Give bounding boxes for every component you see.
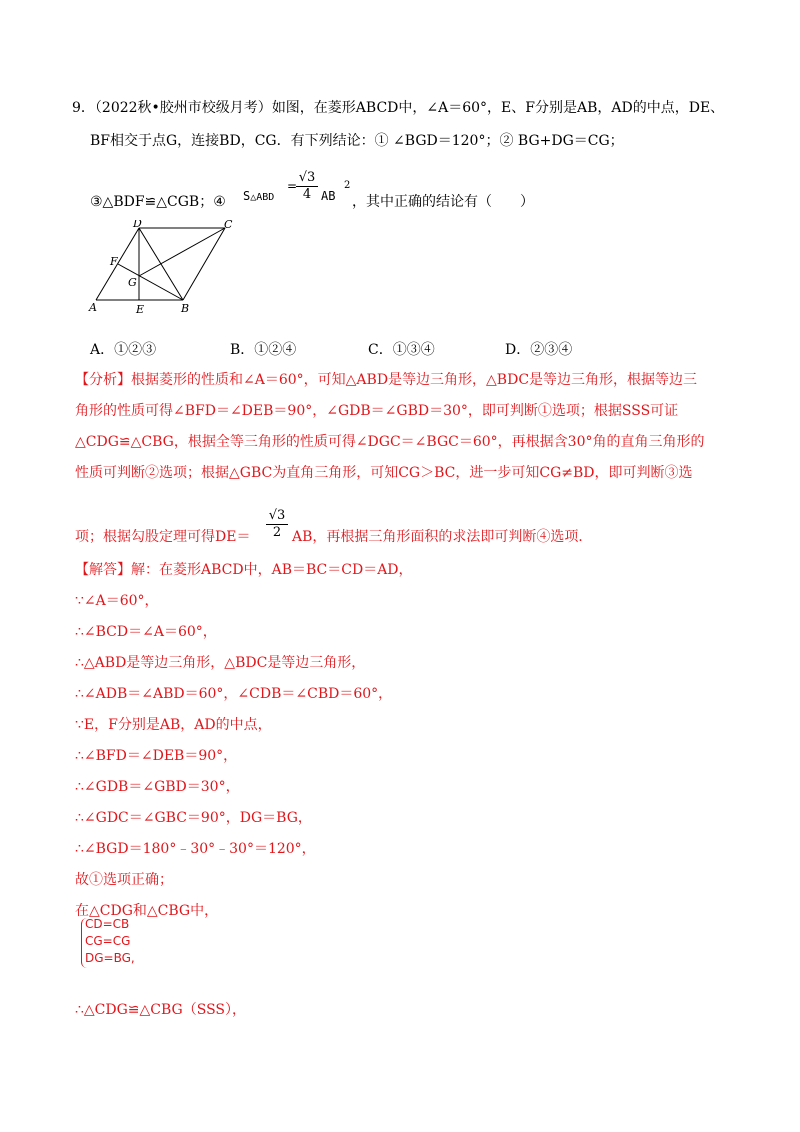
question-source: （2022秋•胶州市校级月考）: [94, 100, 272, 116]
analysis-frac-num: √3: [268, 508, 286, 523]
label-g: G: [128, 276, 137, 289]
option-d-letter: D．: [505, 342, 531, 358]
analysis-frac-den: 2: [266, 524, 288, 541]
analysis-line-5b: AB，再根据三角形面积的求法即可判断④选项．: [292, 529, 593, 545]
solution-line-3: ∴∠BCD＝∠A＝60°，: [75, 624, 217, 640]
question-line-2: BF相交于点G，连接BD，CG．有下列结论：① ∠BGD＝120°；② BG+DG＝CG；: [90, 133, 624, 149]
solution-line-8: ∴∠GDB＝∠GBD＝30°，: [75, 779, 240, 795]
equation-system: [85, 916, 135, 967]
option-a-letter: A．: [90, 342, 115, 358]
formula-ab: AB: [321, 189, 336, 203]
label-b: B: [181, 302, 190, 315]
solution-line-5: ∴∠ADB＝∠ABD＝60°，∠CDB＝∠CBD＝60°，: [75, 686, 393, 702]
solution-line-13: ∴△CDG≌△CBG（SSS），: [75, 1002, 247, 1018]
option-d[interactable]: [505, 340, 572, 360]
label-a: A: [89, 301, 97, 314]
solution-line-6: ∵E，F分别是AB，AD的中点，: [75, 717, 272, 733]
solution-line-11: 故①选项正确；: [75, 872, 173, 888]
rhombus-figure: [88, 220, 278, 320]
question-text-3b: ，其中正确的结论有（ ）: [352, 194, 534, 210]
analysis-line-3: △CDG≌△CBG，根据全等三角形的性质可得∠DGC＝∠BGC＝60°，再根据含30°角的直角三角形的: [75, 434, 705, 450]
analysis-fraction: [266, 508, 288, 541]
solution-line-12: 在△CDG和△CBG中，: [75, 903, 219, 919]
side-bc: [183, 228, 225, 300]
formula-sub: △ABD: [250, 192, 275, 203]
solution-line-1: 【解答】解：在菱形ABCD中，AB＝BC＝CD＝AD，: [75, 562, 413, 578]
label-d: D: [133, 220, 142, 230]
system-eq-1: CD=CB: [85, 917, 130, 931]
option-a-text: ①②③: [114, 342, 157, 358]
formula-area: [243, 186, 274, 208]
formula-s: S: [243, 189, 251, 203]
analysis-line-5a: 项；根据勾股定理可得DE＝: [75, 529, 251, 545]
option-b[interactable]: [230, 340, 296, 360]
analysis-line-1: 【分析】根据菱形的性质和∠A＝60°，可知△ABD是等边三角形，△BDC是等边三角形，根据等边三: [75, 372, 698, 388]
solution-line-4: ∴△ABD是等边三角形，△BDC是等边三角形，: [75, 655, 366, 671]
system-eq-3: DG=BG,: [85, 951, 135, 965]
option-c[interactable]: [368, 340, 435, 360]
question-line-1: [72, 98, 724, 118]
formula-sup: 2: [344, 180, 351, 191]
solution-line-9: ∴∠GDC＝∠GBC＝90°，DG＝BG，: [75, 810, 312, 826]
system-eq-2: CG=CG: [85, 934, 131, 948]
formula-fraction: [296, 170, 318, 203]
option-b-text: ①②④: [254, 342, 297, 358]
option-c-text: ①③④: [392, 342, 435, 358]
label-e: E: [136, 303, 145, 316]
option-c-letter: C．: [368, 342, 393, 358]
formula-den: 4: [296, 186, 318, 203]
option-d-text: ②③④: [530, 342, 573, 358]
solution-line-10: ∴∠BGD＝180°﹣30°﹣30°＝120°，: [75, 841, 316, 857]
formula-num: √3: [298, 170, 316, 185]
question-line-3: [90, 192, 226, 212]
formula-eq: =: [287, 179, 298, 193]
question-text-3a: ③△BDF≌△CGB；④: [90, 194, 226, 210]
analysis-line-4: 性质可判断②选项；根据△GBC为直角三角形，可知CG＞BC，进一步可知CG≠BD，即可判断③选: [75, 465, 693, 481]
label-c: C: [224, 220, 233, 231]
option-a[interactable]: [90, 340, 156, 360]
label-f: F: [110, 255, 118, 268]
option-b-letter: B．: [230, 342, 255, 358]
question-text-1: 如图，在菱形ABCD中，∠A＝60°，E、F分别是AB，AD的中点，DE、: [271, 100, 725, 116]
solution-line-7: ∴∠BFD＝∠DEB＝90°，: [75, 748, 238, 764]
question-number: 9．: [72, 100, 95, 116]
solution-line-2: ∵∠A＝60°，: [75, 593, 159, 609]
analysis-line-2: 角形的性质可得∠BFD＝∠DEB＝90°，∠GDB＝∠GBD＝30°，即可判断①选项；根据SSS可证: [75, 403, 679, 419]
segment-cg: [139, 228, 225, 276]
